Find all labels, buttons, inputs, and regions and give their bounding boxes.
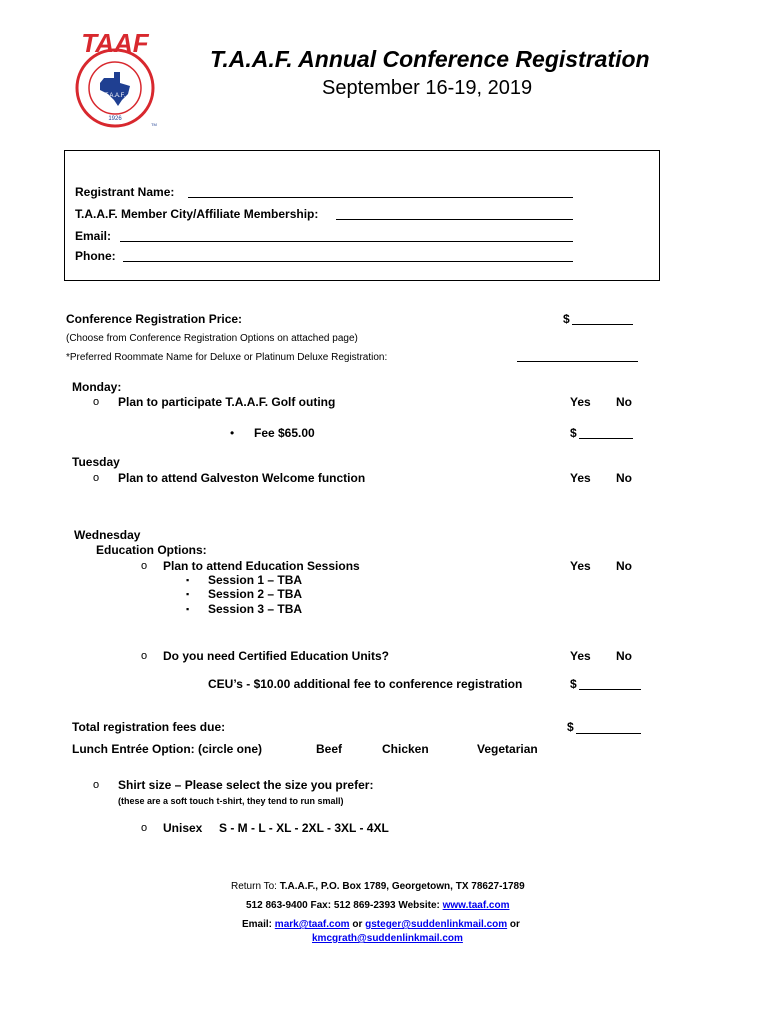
total-fees-dollar: $ [567, 720, 574, 734]
email-line-2 [312, 933, 463, 944]
session-item: Session 3 – TBA [208, 602, 303, 616]
education-no-option[interactable]: No [616, 559, 632, 573]
email-link-kmcgrath[interactable]: kmcgrath@suddenlinkmail.com [312, 933, 463, 944]
education-sessions-item: Plan to attend Education Sessions [163, 559, 360, 573]
golf-fee-dollar: $ [570, 426, 577, 440]
lunch-option-label: Lunch Entrée Option: (circle one) [72, 742, 263, 756]
texas-map-icon [100, 72, 130, 106]
ceu-no-option[interactable]: No [616, 649, 632, 663]
logo-top-text: TAAF [81, 28, 149, 58]
registrant-name-field[interactable] [188, 197, 573, 198]
registration-price-label: Conference Registration Price: [66, 312, 243, 326]
tuesday-heading: Tuesday [72, 455, 120, 469]
phone-fax-line [246, 900, 510, 911]
session-item: Session 2 – TBA [208, 587, 303, 601]
monday-heading: Monday: [72, 380, 122, 394]
roommate-note: *Preferred Roommate Name for Deluxe or Platinum Deluxe Registration: [66, 352, 388, 363]
member-city-field[interactable] [336, 219, 573, 220]
lunch-option-beef[interactable]: Beef [316, 742, 343, 756]
unisex-bullet: o [141, 822, 148, 834]
lunch-option-vegetarian[interactable]: Vegetarian [477, 742, 538, 756]
taaf-logo [70, 28, 160, 132]
session-item: Session 1 – TBA [208, 573, 303, 587]
phone-label: Phone: [75, 249, 116, 263]
registration-options-note: (Choose from Conference Registration Options on attached page) [66, 333, 358, 344]
session-bullet: ▪ [186, 575, 190, 585]
tuesday-bullet: o [93, 472, 100, 484]
session-bullet: ▪ [186, 604, 190, 614]
roommate-name-field[interactable] [517, 361, 638, 362]
golf-fee-bullet: • [230, 426, 235, 440]
education-options-heading: Education Options: [96, 543, 207, 557]
logo-center-text: T.A.A.F. [104, 93, 126, 99]
session-bullet: ▪ [186, 589, 190, 599]
shirt-size-note: (these are a soft touch t-shirt, they tend to run small) [118, 796, 344, 806]
member-city-label: T.A.A.F. Member City/Affiliate Membership: [75, 207, 319, 221]
golf-fee-field[interactable] [579, 438, 633, 439]
wednesday-heading: Wednesday [74, 528, 141, 542]
phone-fax: 512 863-9400 Fax: 512 869-2393 Website: [246, 900, 443, 911]
email-link-mark[interactable]: mark@taaf.com [274, 919, 350, 930]
ceu-yes-option[interactable]: Yes [570, 649, 591, 663]
or-separator: or [507, 919, 520, 930]
or-separator: or [349, 919, 366, 930]
golf-outing-item: Plan to participate T.A.A.F. Golf outing [118, 395, 336, 409]
ceu-fee-label: CEU’s - $10.00 additional fee to conference registration [208, 677, 523, 691]
ceu-bullet: o [141, 650, 148, 662]
phone-field[interactable] [123, 261, 573, 262]
return-label: Return To: [231, 881, 280, 892]
welcome-function-item: Plan to attend Galveston Welcome function [118, 471, 366, 485]
email-link-gsteger[interactable]: gsteger@suddenlinkmail.com [365, 919, 508, 930]
return-address: T.A.A.F., P.O. Box 1789, Georgetown, TX 78627-1789 [279, 881, 525, 892]
welcome-no-option[interactable]: No [616, 471, 632, 485]
return-line [231, 881, 525, 892]
golf-no-option[interactable]: No [616, 395, 632, 409]
shirt-size-label: Shirt size – Please select the size you prefer: [118, 778, 374, 792]
ceu-question: Do you need Certified Education Units? [163, 649, 390, 663]
golf-fee-label: Fee $65.00 [254, 426, 315, 440]
total-fees-label: Total registration fees due: [72, 720, 226, 734]
total-fees-field[interactable] [576, 733, 641, 734]
education-bullet: o [141, 560, 148, 572]
shirt-size-options[interactable]: S - M - L - XL - 2XL - 3XL - 4XL [219, 821, 389, 835]
welcome-yes-option[interactable]: Yes [570, 471, 591, 485]
lunch-option-chicken[interactable]: Chicken [382, 742, 429, 756]
monday-bullet: o [93, 396, 100, 408]
unisex-label: Unisex [163, 821, 203, 835]
email-line [242, 919, 520, 930]
education-yes-option[interactable]: Yes [570, 559, 591, 573]
page-subtitle: September 16-19, 2019 [322, 77, 533, 99]
shirt-bullet: o [93, 779, 100, 791]
golf-yes-option[interactable]: Yes [570, 395, 591, 409]
logo-tm: TM [151, 122, 157, 127]
logo-year: 1926 [108, 116, 122, 122]
registration-price-dollar: $ [563, 312, 570, 326]
ceu-fee-dollar: $ [570, 677, 577, 691]
registrant-name-label: Registrant Name: [75, 185, 175, 199]
email-field[interactable] [120, 241, 573, 242]
email-label: Email: [75, 229, 112, 243]
page-title: T.A.A.F. Annual Conference Registration [210, 46, 650, 72]
registration-price-field[interactable] [572, 324, 633, 325]
ceu-fee-field[interactable] [579, 689, 641, 690]
footer-email-label: Email: [242, 919, 275, 930]
website-link[interactable]: www.taaf.com [442, 900, 510, 911]
